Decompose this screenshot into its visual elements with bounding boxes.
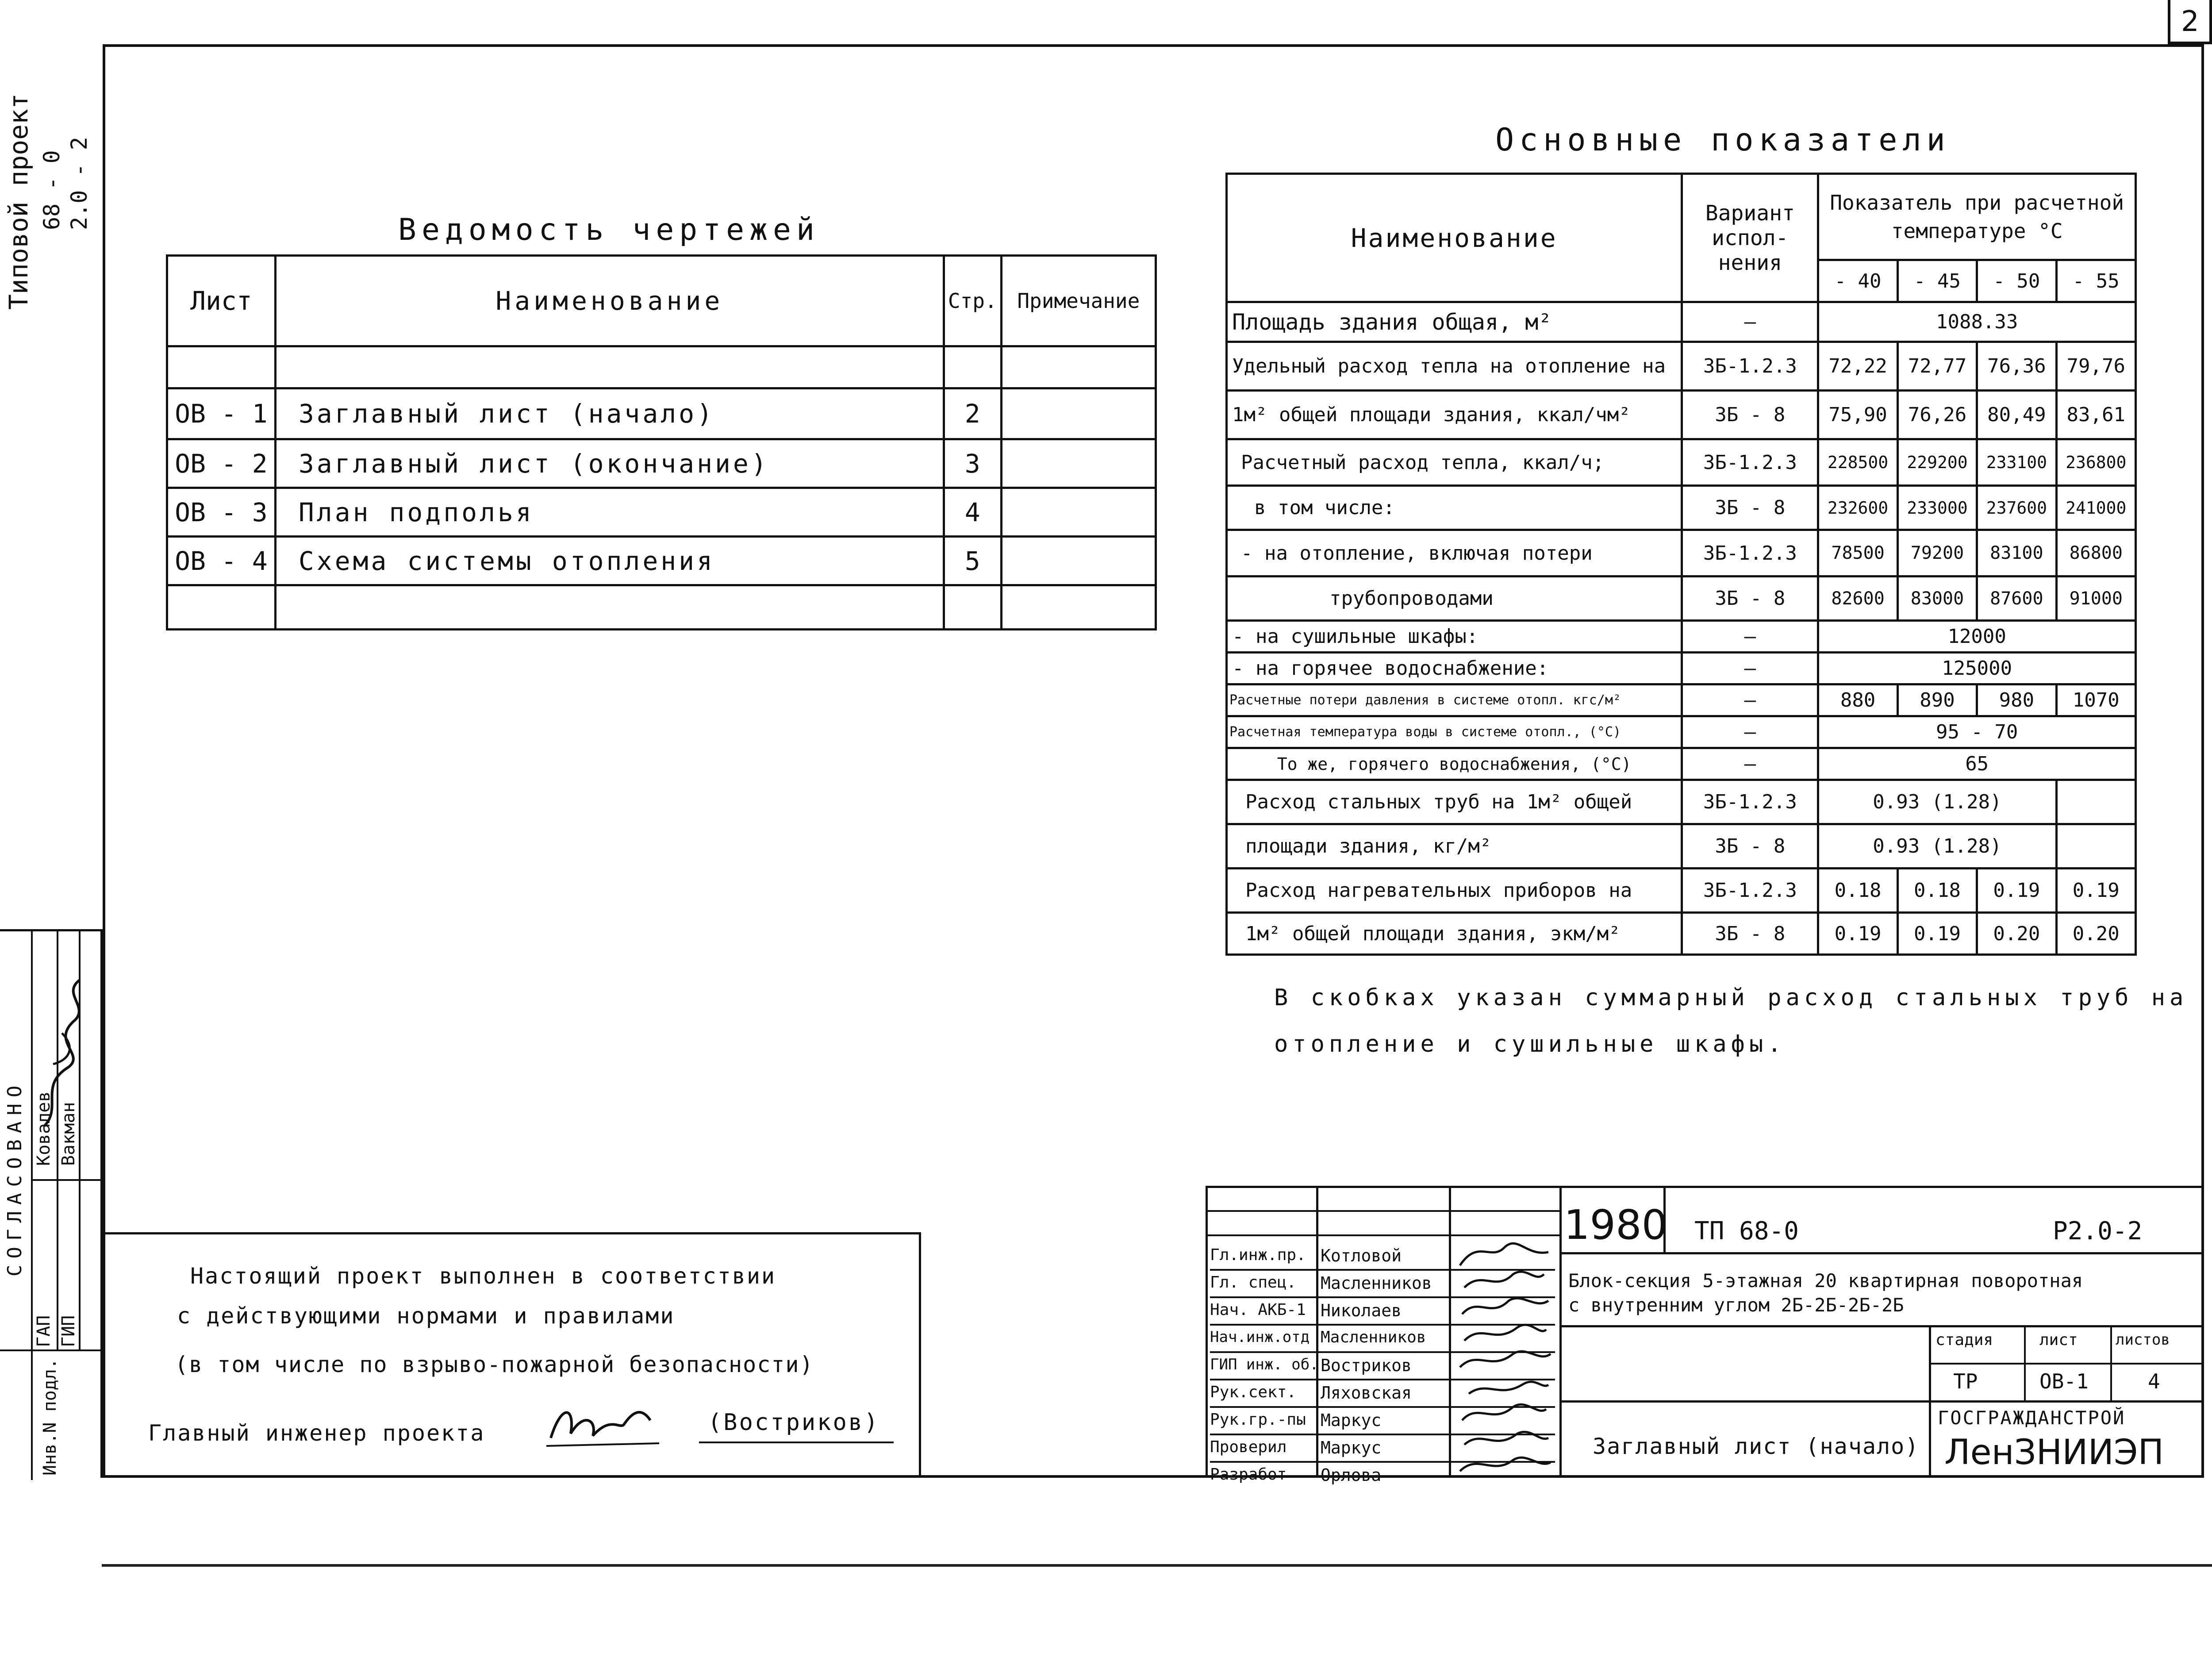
heating-label-1: - на отопление, включая потери <box>1227 530 1682 577</box>
row-name: План подполья <box>275 488 944 537</box>
org-top: ГОСГРАЖДАНСТРОЙ <box>1938 1407 2126 1429</box>
devices-variant-2: 3Б - 8 <box>1682 913 1818 955</box>
calc-value: 233000 <box>1897 486 1977 530</box>
table-row <box>167 537 1156 585</box>
specific-value: 72,77 <box>1897 342 1977 391</box>
heating-variant-2: 3Б - 8 <box>1682 577 1818 621</box>
temp-value: 95 - 70 <box>1818 716 2136 748</box>
header-note: Примечание <box>1001 256 1156 346</box>
staff-name: Масленников <box>1321 1273 1432 1293</box>
heating-value: 87600 <box>1977 577 2056 621</box>
inv-label: Инв.N подл. <box>40 1358 60 1476</box>
ind-header-variant: Вариант испол- нения <box>1682 174 1818 302</box>
heating-value: 79200 <box>1897 530 1977 577</box>
calc-label-1: Расчетный расход тепла, ккал/ч; <box>1227 439 1682 486</box>
specific-value: 79,76 <box>2056 342 2135 391</box>
approval-label: СОГЛАСОВАНО <box>4 1079 26 1276</box>
temp-hw-variant: — <box>1682 748 1818 780</box>
sheet-title: Заглавный лист (начало) <box>1593 1434 1920 1459</box>
drawings-list-table <box>166 254 1157 630</box>
sheets-value: 4 <box>2148 1369 2160 1393</box>
staff-role: Гл.инж.пр. <box>1210 1246 1306 1264</box>
approval-role-1: ГАП <box>34 1315 54 1347</box>
staff-role: Гл. спец. <box>1210 1273 1297 1292</box>
pressure-value: 880 <box>1818 684 1897 716</box>
pressure-value: 890 <box>1897 684 1977 716</box>
area-label: Площадь здания общая, м² <box>1227 302 1682 342</box>
staff-name: Котловой <box>1321 1246 1402 1265</box>
calc-value: 233100 <box>1977 439 2056 486</box>
stage-label: стадия <box>1936 1331 1993 1349</box>
engineer-signature <box>544 1394 664 1451</box>
devices-label-1: Расход нагревательных приборов на <box>1227 869 1682 913</box>
row-note <box>1001 488 1156 537</box>
specific-variant-2: 3Б - 8 <box>1682 391 1818 439</box>
hotwater-label: - на горячее водоснабжение: <box>1227 653 1682 684</box>
row-page: 4 <box>944 488 1001 537</box>
temp-45: - 45 <box>1897 260 1977 302</box>
staff-role: Нач.инж.отд <box>1210 1328 1310 1346</box>
heating-variant-1: 3Б-1.2.3 <box>1682 530 1818 577</box>
indicators-note-2: отопление и сушильные шкафы. <box>1274 1031 1786 1057</box>
pressure-variant: — <box>1682 684 1818 716</box>
header-page: Стр. <box>944 256 1001 346</box>
side-stamp-series: 2.0 - 2 <box>66 137 92 230</box>
devices-value: 0.18 <box>1818 869 1897 913</box>
specific-value: 76,36 <box>1977 342 2056 391</box>
sheets-label: листов <box>2116 1331 2170 1349</box>
sheet-label: лист <box>2039 1331 2078 1349</box>
row-name: Заглавный лист (окончание) <box>275 439 944 488</box>
specific-value: 80,49 <box>1977 391 2056 439</box>
heating-value: 78500 <box>1818 530 1897 577</box>
title-year: 1980 <box>1564 1201 1668 1249</box>
side-stamp-title: Типовой проект <box>4 93 34 310</box>
pressure-label: Расчетные потери давления в системе отопл. кгс/м² <box>1227 684 1682 716</box>
row-sheet: ОВ - 4 <box>167 537 276 585</box>
devices-variant-1: 3Б-1.2.3 <box>1682 869 1818 913</box>
calc-value: 241000 <box>2056 486 2135 530</box>
devices-value: 0.18 <box>1897 869 1977 913</box>
steel-label-2: площади здания, кг/м² <box>1227 824 1682 869</box>
calc-label-2: в том числе: <box>1227 486 1682 530</box>
page-edge-line <box>102 1564 2212 1567</box>
devices-value: 0.19 <box>2056 869 2135 913</box>
row-note <box>1001 537 1156 585</box>
steel-variant-1: 3Б-1.2.3 <box>1682 780 1818 824</box>
specific-label-2: 1м² общей площади здания, ккал/чм² <box>1227 391 1682 439</box>
staff-name: Орлова <box>1321 1465 1382 1485</box>
calc-value: 237600 <box>1977 486 2056 530</box>
header-name: Наименование <box>275 256 944 346</box>
steel-variant-2: 3Б - 8 <box>1682 824 1818 869</box>
heating-label-2: трубопроводами <box>1227 577 1682 621</box>
temp-label: Расчетная температура воды в системе отопл., (°С) <box>1227 716 1682 748</box>
org-name: ЛенЗНИИЭП <box>1944 1433 2164 1472</box>
table-row <box>167 388 1156 439</box>
devices-label-2: 1м² общей площади здания, экм/м² <box>1227 913 1682 955</box>
row-note <box>1001 439 1156 488</box>
title-code: Р2.0-2 <box>2053 1217 2143 1246</box>
row-name: Заглавный лист (начало) <box>275 388 944 439</box>
specific-label-1: Удельный расход тепла на отопление на <box>1227 342 1682 391</box>
sheet-number: 2 <box>2181 5 2199 38</box>
specific-variant-1: 3Б-1.2.3 <box>1682 342 1818 391</box>
ind-header-name: Наименование <box>1227 174 1682 302</box>
row-sheet: ОВ - 1 <box>167 388 276 439</box>
staff-name: Маркус <box>1321 1411 1382 1430</box>
staff-signatures <box>1451 1221 1557 1478</box>
specific-value: 72,22 <box>1818 342 1897 391</box>
engineer-underline <box>699 1442 894 1443</box>
approval-block <box>0 929 103 1478</box>
engineer-label: Главный инженер проекта <box>148 1420 485 1446</box>
stage-value: ТР <box>1953 1369 1978 1393</box>
devices-value: 0.19 <box>1897 913 1977 955</box>
temp-55: - 55 <box>2056 260 2135 302</box>
calc-value: 229200 <box>1897 439 1977 486</box>
dryers-label: - на сушильные шкафы: <box>1227 621 1682 653</box>
row-sheet: ОВ - 2 <box>167 439 276 488</box>
steel-label-1: Расход стальных труб на 1м² общей <box>1227 780 1682 824</box>
calc-variant-2: 3Б - 8 <box>1682 486 1818 530</box>
heating-value: 86800 <box>2056 530 2135 577</box>
ind-header-group: Показатель при расчетной температуре °С <box>1818 174 2136 260</box>
pressure-value: 1070 <box>2056 684 2135 716</box>
title-description-1: Блок-секция 5-этажная 20 квартирная поворотная <box>1568 1270 2083 1292</box>
drawings-list-title: Ведомость чертежей <box>398 212 820 247</box>
dryers-variant: — <box>1682 621 1818 653</box>
steel-value-1: 0.93 (1.28) <box>1818 780 2056 824</box>
row-name: Схема системы отопления <box>275 537 944 585</box>
heating-value: 91000 <box>2056 577 2135 621</box>
calc-value: 228500 <box>1818 439 1897 486</box>
compliance-line-1: Настоящий проект выполнен в соответствии <box>190 1263 776 1289</box>
specific-value: 83,61 <box>2056 391 2135 439</box>
heating-value: 82600 <box>1818 577 1897 621</box>
hotwater-value: 125000 <box>1818 653 2136 684</box>
header-sheet: Лист <box>167 256 276 346</box>
staff-role: Нач. АКБ-1 <box>1210 1301 1306 1319</box>
devices-value: 0.20 <box>2056 913 2135 955</box>
engineer-name: (Востриков) <box>708 1409 880 1436</box>
approval-signature <box>35 976 93 1135</box>
indicators-note-1: В скобках указан суммарный расход стальных труб на <box>1274 984 2188 1011</box>
staff-name: Масленников <box>1321 1328 1426 1346</box>
title-project: ТП 68-0 <box>1694 1217 1799 1246</box>
temp-40: - 40 <box>1818 260 1897 302</box>
row-page: 2 <box>944 388 1001 439</box>
temp-hw-value: 65 <box>1818 748 2136 780</box>
heating-value: 83100 <box>1977 530 2056 577</box>
row-note <box>1001 388 1156 439</box>
specific-value: 76,26 <box>1897 391 1977 439</box>
staff-role: ГИП инж. об. <box>1210 1356 1319 1373</box>
table-row <box>167 439 1156 488</box>
row-page: 3 <box>944 439 1001 488</box>
calc-variant-1: 3Б-1.2.3 <box>1682 439 1818 486</box>
sheet-value: ОВ-1 <box>2039 1369 2089 1393</box>
table-row <box>167 488 1156 537</box>
row-sheet: ОВ - 3 <box>167 488 276 537</box>
staff-role: Рук.гр.-пы <box>1210 1411 1306 1429</box>
area-variant: — <box>1682 302 1818 342</box>
devices-value: 0.19 <box>1818 913 1897 955</box>
specific-value: 75,90 <box>1818 391 1897 439</box>
calc-value: 236800 <box>2056 439 2135 486</box>
dryers-value: 12000 <box>1818 621 2136 653</box>
approval-role-2: ГИП <box>58 1315 79 1347</box>
indicators-table <box>1225 173 2137 956</box>
staff-name: Ляховская <box>1321 1383 1412 1403</box>
row-page: 5 <box>944 537 1001 585</box>
devices-value: 0.19 <box>1977 869 2056 913</box>
temp-50: - 50 <box>1977 260 2056 302</box>
steel-value-2: 0.93 (1.28) <box>1818 824 2056 869</box>
calc-value: 232600 <box>1818 486 1897 530</box>
compliance-line-3: (в том числе по взрыво-пожарной безопасности) <box>175 1352 814 1377</box>
staff-name: Маркус <box>1321 1438 1382 1457</box>
side-stamp-code: 68 - 0 <box>39 150 65 230</box>
staff-role: Разработ <box>1210 1465 1287 1484</box>
staff-name: Николаев <box>1321 1301 1402 1320</box>
indicators-title: Основные показатели <box>1495 122 1951 158</box>
devices-value: 0.20 <box>1977 913 2056 955</box>
area-value: 1088.33 <box>1818 302 2136 342</box>
title-description-2: с внутренним углом 2Б-2Б-2Б-2Б <box>1568 1294 1904 1316</box>
temp-hw-label: То же, горячего водоснабжения, (°С) <box>1227 748 1682 780</box>
compliance-line-2: с действующими нормами и правилами <box>177 1303 675 1329</box>
approval-name-2: Вакман <box>58 1102 79 1166</box>
pressure-value: 980 <box>1977 684 2056 716</box>
approval-name-1: Ковалев <box>34 1091 54 1166</box>
temp-variant: — <box>1682 716 1818 748</box>
staff-name: Востриков <box>1321 1356 1412 1375</box>
staff-role: Проверил <box>1210 1438 1287 1456</box>
heating-value: 83000 <box>1897 577 1977 621</box>
hotwater-variant: — <box>1682 653 1818 684</box>
staff-role: Рук.сект. <box>1210 1383 1297 1401</box>
